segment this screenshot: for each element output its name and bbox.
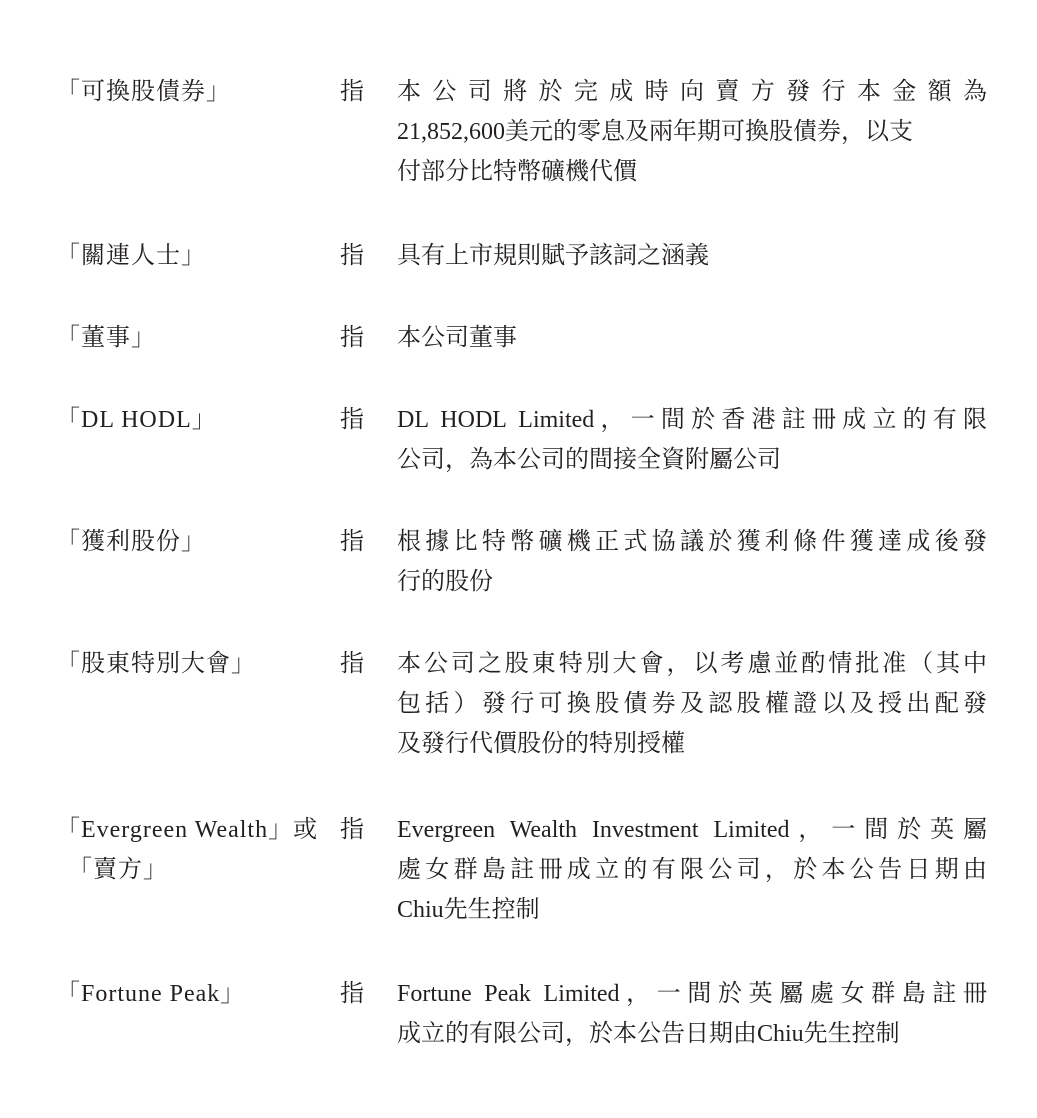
definition-line: 行的股份 xyxy=(397,569,493,595)
means-label: 指 xyxy=(340,529,364,555)
definition-text xyxy=(397,522,987,602)
definition-text xyxy=(397,644,987,764)
definition-text xyxy=(397,236,987,276)
definition-line: 本公司董事 xyxy=(397,325,517,351)
definition-term-line: 「Evergreen Wealth」或 xyxy=(56,817,319,843)
means-label: 指 xyxy=(340,981,364,1007)
definition-line: 付部分比特幣礦機代價 xyxy=(397,159,637,185)
means-label: 指 xyxy=(340,79,364,105)
definition-term: 「董事」 xyxy=(56,325,156,351)
definition-line: 本公司之股東特別大會，以考慮並酌情批准（其中 xyxy=(397,651,987,677)
definition-term xyxy=(56,810,336,890)
definition-line: 及發行代價股份的特別授權 xyxy=(397,731,685,757)
definition-line: 本 公 司 將 於 完 成 時 向 賣 方 發 行 本 金 額 為 xyxy=(397,79,987,105)
definition-line: 包括）發行可換股債券及認股權證以及授出配發 xyxy=(397,691,987,717)
means-label: 指 xyxy=(340,407,364,433)
definition-text xyxy=(397,810,987,930)
definition-text xyxy=(397,72,987,192)
definition-line: DL HODL Limited，一間於香港註冊成立的有限 xyxy=(397,407,987,433)
means-label: 指 xyxy=(340,817,364,843)
means-label: 指 xyxy=(340,325,364,351)
means-label: 指 xyxy=(340,651,364,677)
definition-line: 根據比特幣礦機正式協議於獲利條件獲達成後發 xyxy=(397,529,987,555)
definition-line: Evergreen Wealth Investment Limited，一間於英屬 xyxy=(397,817,987,843)
definition-text xyxy=(397,400,987,480)
means-label: 指 xyxy=(340,243,364,269)
definition-term: 「DL HODL」 xyxy=(56,407,217,433)
definition-line: 公司，為本公司的間接全資附屬公司 xyxy=(397,447,781,473)
definition-term: 「獲利股份」 xyxy=(56,529,206,555)
definition-line: Fortune Peak Limited，一間於英屬處女群島註冊 xyxy=(397,981,987,1007)
definition-term-line: 「賣方」 xyxy=(68,857,168,883)
definition-term: 「可換股債券」 xyxy=(56,79,231,105)
definition-line: 21,852,600美元的零息及兩年期可換股債券，以支 xyxy=(397,119,913,145)
definition-line: Chiu先生控制 xyxy=(397,897,540,923)
definition-line: 處女群島註冊成立的有限公司，於本公告日期由 xyxy=(397,857,987,883)
definition-term: 「關連人士」 xyxy=(56,243,206,269)
definition-text xyxy=(397,318,987,358)
definition-term: 「Fortune Peak」 xyxy=(56,981,246,1007)
definition-line: 具有上市規則賦予該詞之涵義 xyxy=(397,243,709,269)
definition-term: 「股東特別大會」 xyxy=(56,651,256,677)
definition-text xyxy=(397,974,987,1054)
definition-line: 成立的有限公司，於本公告日期由Chiu先生控制 xyxy=(397,1021,900,1047)
